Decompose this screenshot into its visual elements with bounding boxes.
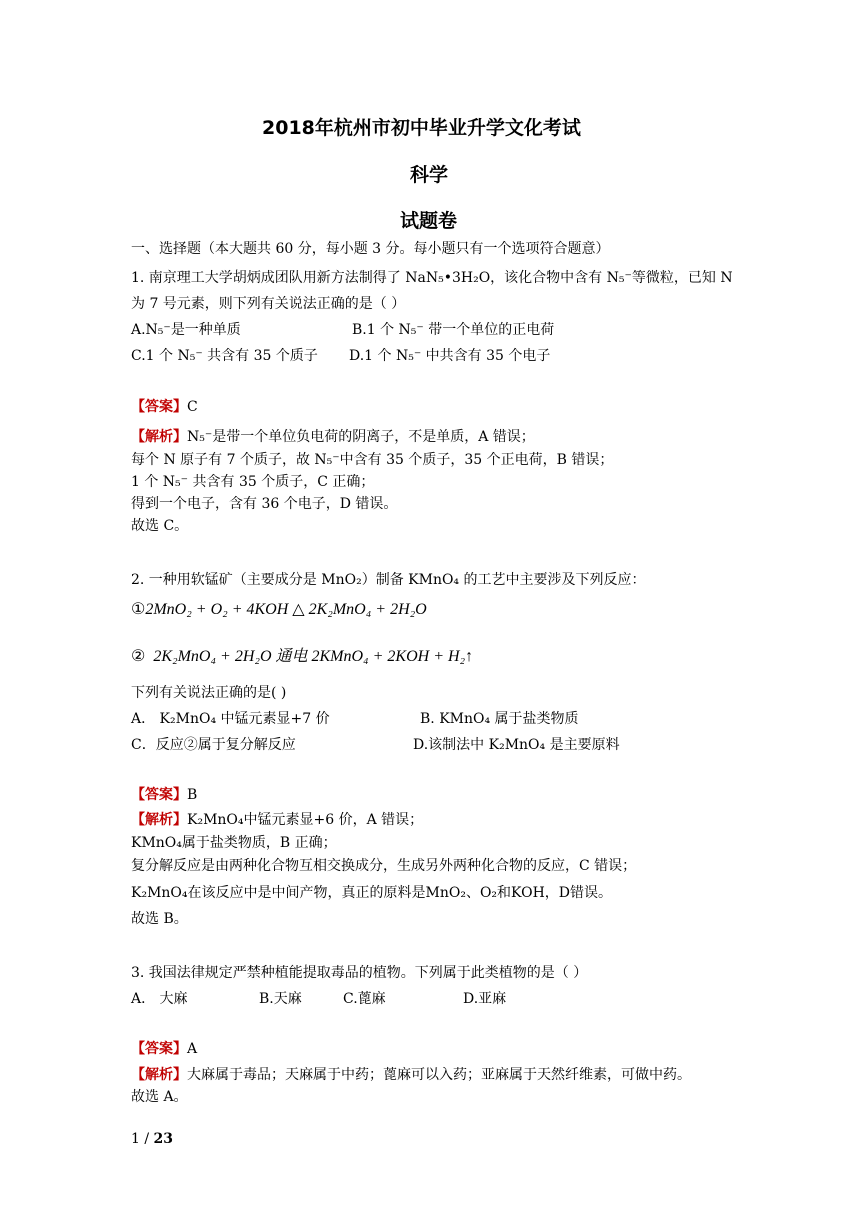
answer-label: 【答案】 [131, 787, 187, 803]
q3-option-b: B.天麻 [259, 991, 302, 1007]
q2-option-a: A． K₂MnO₄ 中锰元素显+7 价 [131, 711, 330, 727]
q3-answer [131, 1039, 197, 1059]
q2-option-d: D.该制法中 K₂MnO₄ 是主要原料 [413, 737, 620, 753]
q1-option-d: D.1 个 N₅⁻ 中共含有 35 个电子 [349, 348, 551, 364]
answer-value: B [187, 787, 198, 803]
analysis-label: 【解析】 [131, 812, 187, 828]
analysis-text: K₂MnO₄中锰元素显+6 价，A 错误； [187, 812, 424, 828]
q2-analysis-line2: KMnO₄属于盐类物质，B 正确； [131, 835, 337, 851]
current-page: 1 [131, 1131, 140, 1147]
page-number [131, 1131, 173, 1147]
total-pages: 23 [153, 1131, 174, 1147]
q3-stem: 3. 我国法律规定严禁种植能提取毒品的植物。下列属于此类植物的是（ ） [131, 965, 588, 981]
q1-analysis-line3: 1 个 N₅⁻ 共含有 35 个质子，C 正确； [131, 474, 375, 490]
q2-analysis-line3: 复分解反应是由两种化合物互相交换成分，生成另外两种化合物的反应，C 错误； [131, 858, 637, 874]
q2-ask: 下列有关说法正确的是( ) [131, 685, 287, 701]
q1-analysis-line2: 每个 N 原子有 7 个质子，故 N₅⁻中含有 35 个质子，35 个正电荷，B 错误； [131, 452, 614, 468]
q2-equation-2 [131, 643, 473, 666]
q1-analysis-line4: 得到一个电子，含有 36 个电子，D 错误。 [131, 496, 398, 512]
eq1-formula: 2MnO₂ + O₂ + 4KOH △ 2K₂MnO₄ + 2H₂O [145, 601, 427, 618]
q1-option-c: C.1 个 N₅⁻ 共含有 35 个质子 [131, 348, 318, 364]
analysis-label: 【解析】 [131, 1067, 187, 1083]
q3-option-a: A． 大麻 [131, 991, 188, 1007]
q2-analysis-line4: K₂MnO₄在该反应中是中间产物，真正的原料是MnO₂、O₂和KOH，D错误。 [131, 885, 613, 901]
q3-analysis-line2: 故选 A。 [131, 1089, 188, 1105]
analysis-label: 【解析】 [131, 429, 187, 445]
q1-stem-line1: 1. 南京理工大学胡炳成团队用新方法制得了 NaN₅•3H₂O，该化合物中含有 N₅⁻等微粒，已知 N [131, 270, 733, 286]
q1-option-b: B.1 个 N₅⁻ 带一个单位的正电荷 [352, 322, 555, 338]
q2-analysis-line1 [131, 810, 423, 830]
q3-option-c: C.蓖麻 [343, 991, 386, 1007]
q1-analysis-line5: 故选 C。 [131, 518, 189, 534]
page-separator: / [139, 1131, 154, 1147]
answer-label: 【答案】 [131, 399, 187, 415]
paper-title: 试题卷 [400, 210, 458, 232]
eq2-formula: 2K₂MnO₄ + 2H₂O 通电 2KMnO₄ + 2KOH + H₂↑ [153, 648, 474, 665]
q2-option-c: C．反应②属于复分解反应 [131, 737, 296, 753]
q3-analysis-line1 [131, 1065, 691, 1085]
q2-stem: 2. 一种用软锰矿（主要成分是 MnO₂）制备 KMnO₄ 的工艺中主要涉及下列反应： [131, 572, 646, 588]
q1-answer [131, 397, 198, 417]
q2-option-b: B. KMnO₄ 属于盐类物质 [420, 711, 579, 727]
eq2-number: ② [131, 648, 146, 665]
answer-value: C [187, 399, 198, 415]
q2-analysis-line5: 故选 B。 [131, 911, 188, 927]
q2-equation-1 [131, 599, 427, 619]
q1-stem-line2: 为 7 号元素，则下列有关说法正确的是（ ） [131, 296, 406, 312]
analysis-text: N₅⁻是带一个单位负电荷的阴离子，不是单质，A 错误； [187, 429, 535, 445]
section-heading: 一、选择题（本大题共 60 分，每小题 3 分。每小题只有一个选项符合题意） [131, 241, 610, 257]
answer-label: 【答案】 [131, 1041, 187, 1057]
q3-option-d: D.亚麻 [463, 991, 507, 1007]
eq1-number: ① [131, 601, 146, 618]
q1-analysis-line1 [131, 427, 535, 447]
q1-option-a: A.N₅⁻是一种单质 [131, 322, 241, 338]
page-title: 2018年杭州市初中毕业升学文化考试 [262, 117, 581, 139]
subject-title: 科学 [410, 164, 449, 186]
analysis-text: 大麻属于毒品；天麻属于中药；蓖麻可以入药；亚麻属于天然纤维素，可做中药。 [187, 1067, 691, 1083]
answer-value: A [187, 1041, 198, 1057]
q2-answer [131, 785, 197, 805]
